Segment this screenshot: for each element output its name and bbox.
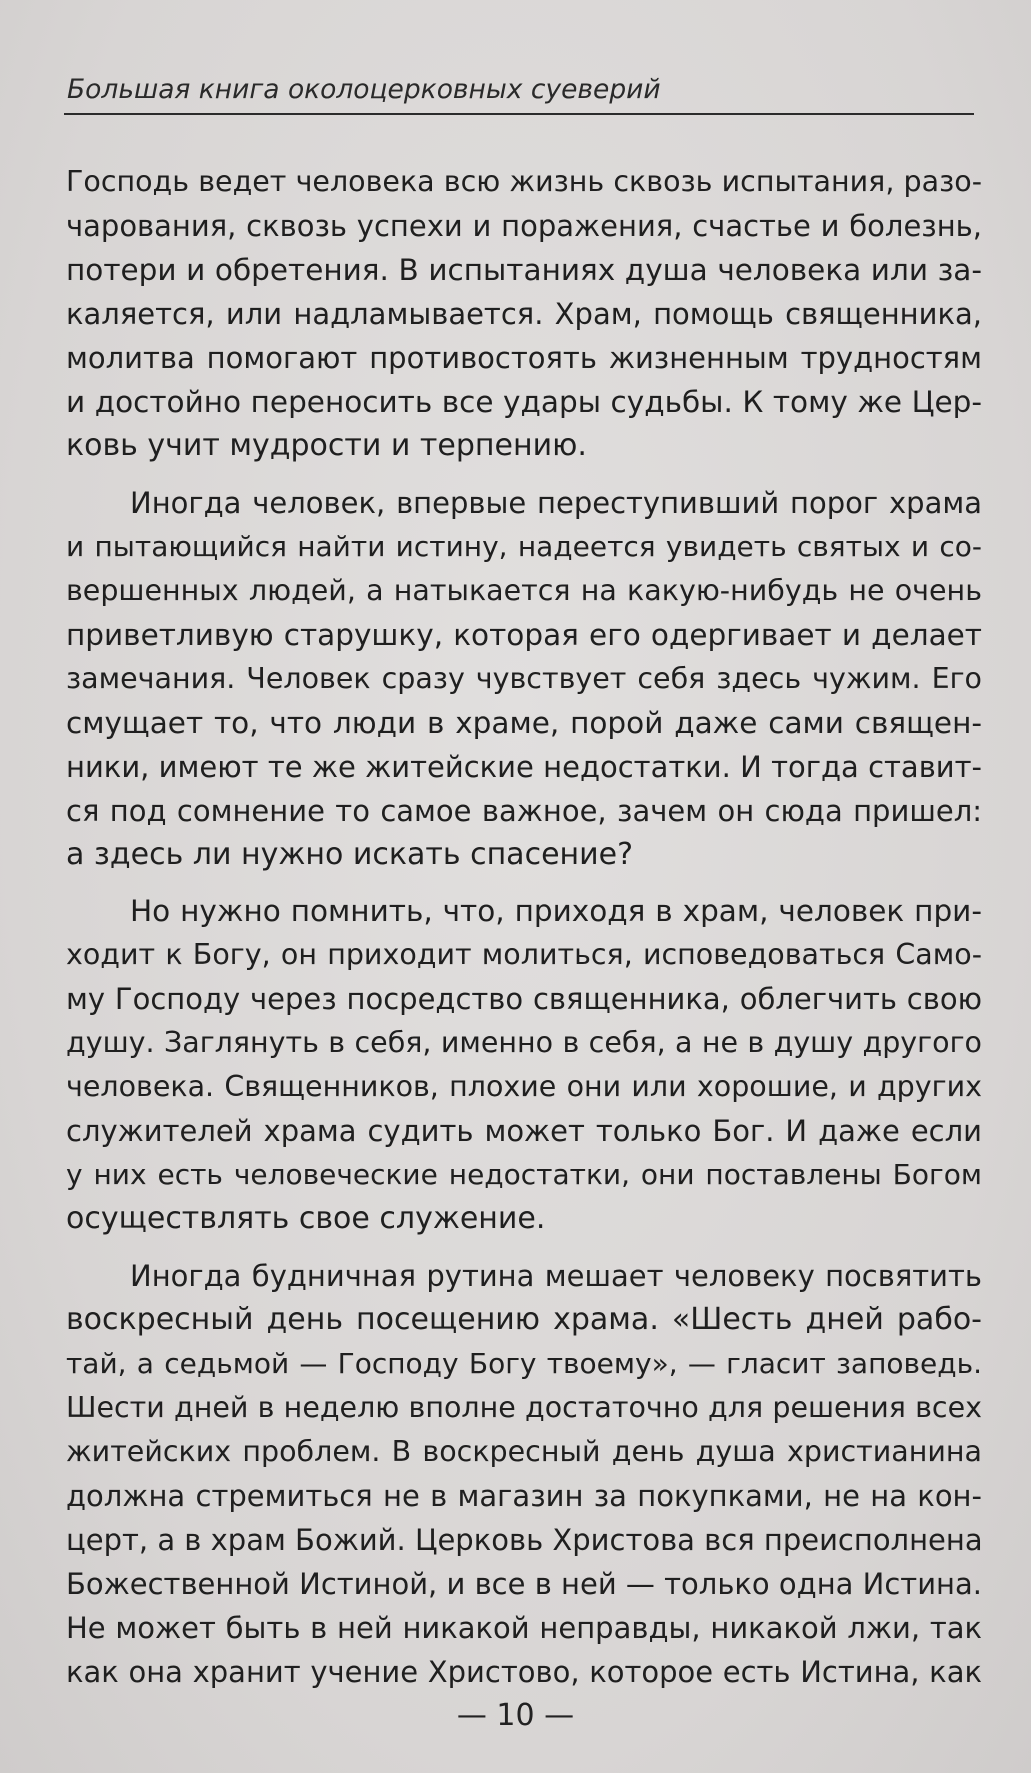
text-line: Божественной Истиной, и все в ней — только одна Истина. [66, 1566, 982, 1601]
text-line: церт, а в храм Божий. Церковь Христова вся преисполнена [66, 1522, 983, 1557]
text-line: смущает то, что люди в храме, порой даже сами священ- [66, 705, 982, 740]
text-line: ся под сомнение то самое важное, зачем он сюда пришел: [66, 793, 982, 828]
paragraph-gap [66, 877, 982, 890]
text-line: и достойно переносить все удары судьбы. К тому же Цер- [66, 385, 982, 419]
header-rule [64, 113, 974, 115]
text-line: Не может быть в ней никакой неправды, никакой лжи, так [66, 1610, 982, 1645]
text-line: ходит к Богу, он приходит молиться, исповедоваться Само- [66, 938, 982, 971]
paragraph-4 [66, 1254, 982, 1694]
body-text [66, 160, 982, 1694]
text-line: воскресный день посещению храма. «Шесть дней рабо- [66, 1301, 982, 1337]
text-line: Иногда будничная рутина мешает человеку посвятить [130, 1258, 982, 1293]
text-line: человека. Священников, плохие они или хорошие, и других [66, 1070, 982, 1103]
text-line: приветливую старушку, которая его одергивает и делает [66, 617, 982, 652]
text-line: потери и обретения. В испытаниях душа человека или за- [66, 253, 982, 287]
text-line: как она хранит учение Христово, которое есть Истина, как [66, 1654, 982, 1689]
text-line: а здесь ли нужно искать спасение? [66, 836, 634, 872]
text-line: душу. Заглянуть в себя, именно в себя, а не в душу другого [66, 1026, 982, 1059]
text-line: Но нужно помнить, что, приходя в храм, человек при- [130, 894, 982, 928]
text-line: Иногда человек, впервые переступивший порог храма [130, 485, 982, 520]
text-line: вершенных людей, а натыкается на какую-нибудь не очень [66, 573, 982, 607]
text-line: му Господу через посредство священника, облегчить свою [66, 982, 982, 1016]
text-line: ковь учит мудрости и терпению. [66, 428, 587, 463]
text-line: ники, имеют те же житейские недостатки. И тогда ставит- [66, 749, 982, 784]
text-line: тай, а седьмой — Господу Богу твоему», — гласит заповедь. [66, 1346, 982, 1380]
text-line: житейских проблем. В воскресный день душа христианина [66, 1434, 982, 1468]
text-line: осуществлять свое служение. [66, 1201, 546, 1236]
page-number: — 10 — [456, 1698, 575, 1733]
text-line: должна стремиться не в магазин за покупками, не на кон- [66, 1478, 982, 1513]
text-line: и пытающийся найти истину, надеется увидеть святых и со- [66, 529, 982, 563]
text-line: Господь ведет человека всю жизнь сквозь испытания, разо- [66, 165, 982, 198]
text-line: замечания. Человек сразу чувствует себя здесь чужим. Его [66, 661, 982, 695]
paragraph-1 [66, 160, 982, 468]
text-line: у них есть человеческие недостатки, они поставлены Богом [66, 1158, 982, 1191]
paragraph-gap [66, 468, 982, 481]
running-header: Большая книга околоцерковных суеверий [67, 74, 661, 105]
paragraph-2 [66, 481, 982, 877]
paragraph-gap [66, 1241, 982, 1254]
text-line: каляется, или надламывается. Храм, помощь священника, [66, 297, 982, 331]
text-line: Шести дней в неделю вполне достаточно для решения всех [66, 1390, 982, 1424]
text-line: чарования, сквозь успехи и поражения, счастье и болезнь, [66, 209, 982, 243]
text-line: молитва помогают противостоять жизненным трудностям [66, 341, 982, 375]
paragraph-3 [66, 889, 982, 1241]
text-line: служителей храма судить может только Бог. И даже если [66, 1114, 982, 1148]
